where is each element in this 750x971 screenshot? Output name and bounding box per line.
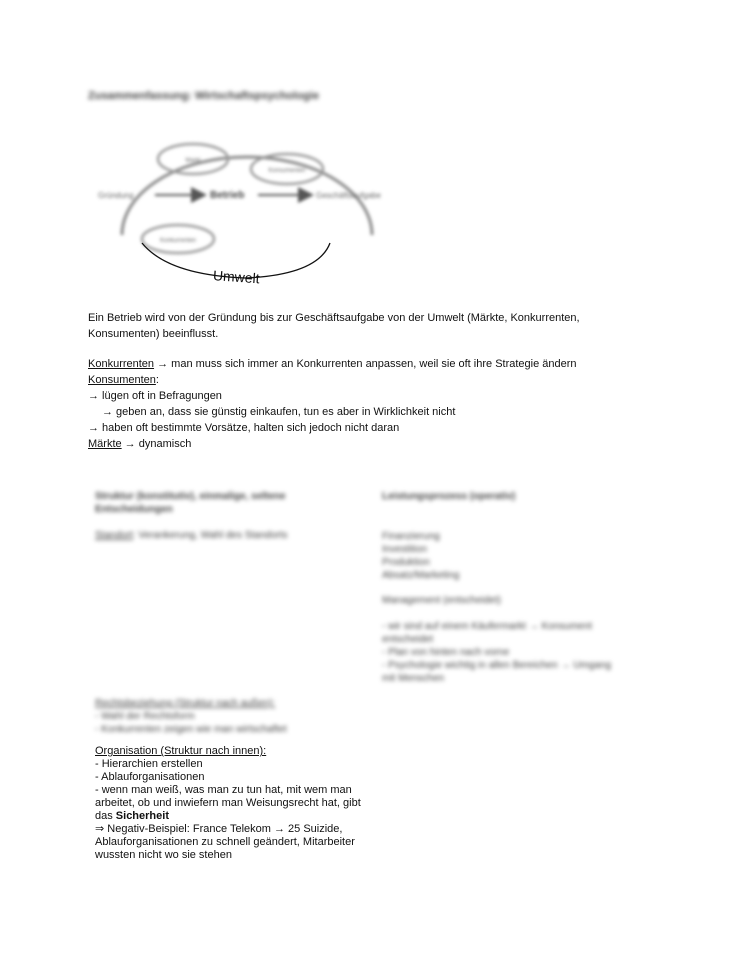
note-maerkte bbox=[88, 436, 577, 452]
organisation-item-3a: - wenn man weiß, was man zu tun hat, mit wem man bbox=[95, 784, 352, 796]
struktur-title-line-2: Entscheidungen bbox=[95, 504, 173, 515]
intro-line-2: Konsumenten) beeinflusst. bbox=[88, 328, 219, 340]
organisation-item-4b: Ablauforganisationen zu schnell geändert, Mitarbeiter bbox=[95, 836, 355, 848]
umwelt-diagram bbox=[80, 115, 420, 290]
organisation-title: Organisation (Struktur nach innen): bbox=[95, 745, 267, 757]
bubble-konkurrenten-label: Konkurrenten bbox=[159, 238, 197, 244]
rechtsbeziehung-item-1: - Wahl der Rechtsform bbox=[95, 711, 195, 722]
struktur-title-line-1: Struktur (konstitutiv), einmalige, seltene bbox=[95, 491, 286, 502]
rechtsbeziehung-block bbox=[95, 697, 335, 736]
term-standort: Standort bbox=[95, 530, 133, 541]
organisation-item-1: - Hierarchien erstellen bbox=[95, 758, 203, 770]
organisation-das: das bbox=[95, 810, 116, 822]
note-konkurrenten bbox=[88, 356, 577, 372]
leistung-item-1: Finanzierung bbox=[382, 531, 440, 542]
management-title: Management (entscheidet) bbox=[382, 595, 501, 606]
intro-line-1: Ein Betrieb wird von der Gründung bis zur Geschäftsaufgabe von der Umwelt (Märkte, Konkurrenten, bbox=[88, 312, 580, 324]
intro-paragraph bbox=[88, 310, 580, 342]
konsumenten-point-3: → haben oft bestimmte Vorsätze, halten sich jedoch nicht daran bbox=[88, 422, 400, 434]
leistung-item-4: Absatz/Marketing bbox=[382, 570, 460, 581]
standort-line bbox=[95, 529, 335, 542]
konsumenten-point-2: → geben an, dass sie günstig einkaufen, tun es aber in Wirklichkeit nicht bbox=[102, 406, 456, 418]
konsumenten-point-1: → lügen oft in Befragungen bbox=[88, 390, 222, 402]
konkurrenten-text: → man muss sich immer an Konkurrenten anpassen, weil sie oft ihre Strategie ändern bbox=[154, 358, 577, 370]
organisation-item-4a: ⇒ Negativ-Beispiel: France Telekom → 25 Suizide, bbox=[95, 823, 343, 835]
term-konsumenten: Konsumenten bbox=[88, 374, 156, 386]
center-label: Betrieb bbox=[210, 190, 245, 201]
organisation-item-4c: wussten nicht wo sie stehen bbox=[95, 849, 232, 861]
bubble-konsumenten-label: Konsumenten bbox=[268, 168, 306, 174]
umwelt-label: Umwelt bbox=[212, 267, 261, 287]
organisation-block bbox=[95, 745, 395, 862]
konsumenten-colon: : bbox=[155, 374, 159, 386]
struktur-title bbox=[95, 490, 335, 516]
standort-text: : Verankerung, Wahl des Standorts bbox=[132, 530, 288, 541]
right-label: Geschäftsaufgabe bbox=[316, 191, 381, 200]
right-column bbox=[382, 490, 652, 685]
leistung-item-3: Produktion bbox=[382, 557, 430, 568]
term-konkurrenten: Konkurrenten bbox=[88, 358, 155, 370]
diagram-svg bbox=[80, 115, 420, 290]
management-point-2: - Plan von hinten nach vorne bbox=[382, 647, 510, 658]
rechtsbeziehung-title: Rechtsbeziehung (Struktur nach außen): bbox=[95, 698, 276, 709]
management-point-1b: entscheidet bbox=[382, 634, 434, 645]
notes-block bbox=[88, 356, 577, 452]
organisation-item-3c bbox=[95, 810, 395, 823]
term-maerkte: Märkte bbox=[88, 438, 122, 450]
management-point-1a: - wir sind auf einem Käufermarkt → Konsument bbox=[382, 621, 593, 632]
note-konsumenten bbox=[88, 372, 577, 388]
bubble-markt-label: Markt bbox=[185, 158, 201, 164]
management-point-3b: mit Menschen bbox=[382, 673, 445, 684]
maerkte-text: → dynamisch bbox=[121, 438, 192, 450]
page-heading: Zusammenfassung: Wirtschaftspsychologie bbox=[88, 90, 319, 102]
left-label: Gründung bbox=[98, 191, 134, 200]
leistungsprozess-title: Leistungsprozess (operativ) bbox=[382, 491, 516, 502]
management-point-3a: - Psychologie wichtig in allen Bereichen → Umgang bbox=[382, 660, 612, 671]
organisation-item-2: - Ablauforganisationen bbox=[95, 771, 205, 783]
organisation-item-3b: arbeitet, ob und inwiefern man Weisungsrecht hat, gibt bbox=[95, 797, 361, 809]
rechtsbeziehung-item-2: - Konkurrenten zeigen wie man wirtschaftet bbox=[95, 724, 287, 735]
leistung-item-2: Investition bbox=[382, 544, 428, 555]
organisation-sicherheit: Sicherheit bbox=[115, 810, 169, 822]
